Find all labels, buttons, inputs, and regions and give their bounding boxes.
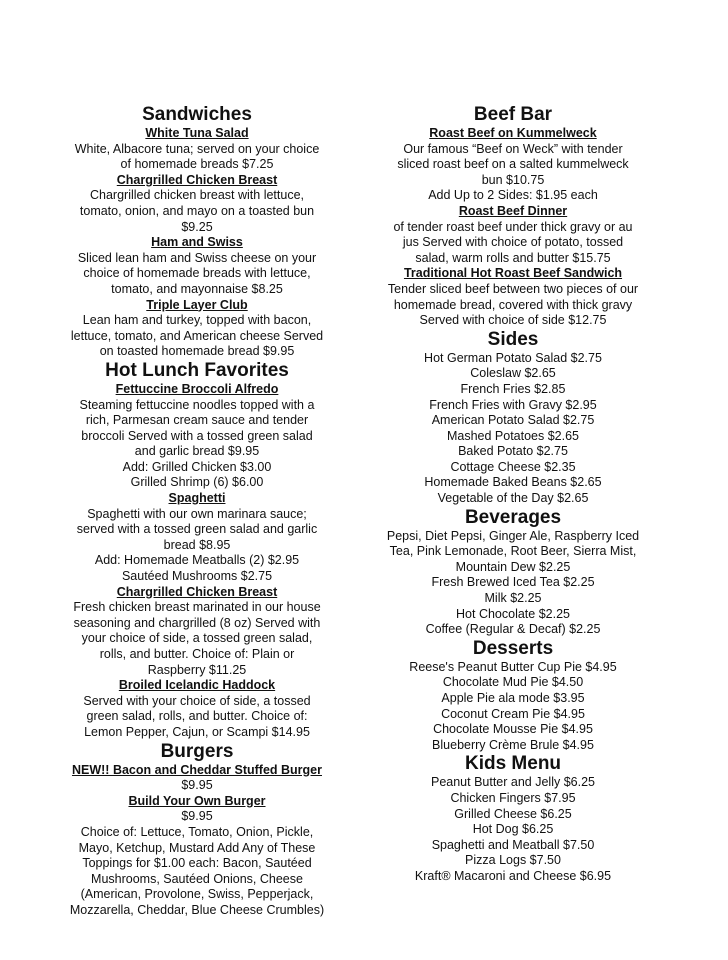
list-item: Reese's Peanut Butter Cup Pie $4.95	[409, 659, 617, 674]
list-item: Cottage Cheese $2.35	[450, 459, 576, 474]
item-description: sliced roast beef on a salted kummelweck	[397, 157, 629, 172]
item-addon: Add Up to 2 Sides: $1.95 each	[428, 188, 598, 203]
item-description: Lean ham and turkey, topped with bacon,	[82, 313, 312, 328]
beverages-section	[368, 507, 658, 638]
item-description: tomato, and mayonnaise $8.25	[111, 281, 283, 296]
item-name: Chargrilled Chicken Breast	[116, 172, 278, 187]
menu-item	[52, 763, 342, 794]
item-description: Toppings for $1.00 each: Bacon, Sautéed	[82, 856, 312, 871]
sides-section	[368, 329, 658, 507]
item-name: Build Your Own Burger	[128, 793, 266, 808]
right-column	[368, 104, 658, 885]
item-description: choice of homemade breads with lettuce,	[83, 266, 311, 281]
list-item: Coconut Cream Pie $4.95	[441, 706, 585, 721]
item-description: Fresh chicken breast marinated in our house	[73, 600, 321, 615]
list-item: Milk $2.25	[484, 591, 542, 606]
menu-item	[368, 204, 658, 266]
item-description: on toasted homemade bread $9.95	[99, 344, 295, 359]
list-item: Peanut Butter and Jelly $6.25	[430, 775, 595, 790]
item-description: White, Albacore tuna; served on your choice	[74, 141, 320, 156]
item-price: $9.95	[181, 809, 213, 824]
item-description: bread $8.95	[163, 537, 231, 552]
menu-item	[52, 585, 342, 679]
section-title-burgers: Burgers	[160, 740, 234, 762]
list-item: Coffee (Regular & Decaf) $2.25	[425, 622, 601, 637]
item-description: Spaghetti with our own marinara sauce;	[87, 506, 307, 521]
item-name: Broiled Icelandic Haddock	[118, 678, 276, 693]
item-description: of tender roast beef under thick gravy or au	[393, 219, 633, 234]
list-item: Mountain Dew $2.25	[455, 559, 571, 574]
menu-item	[368, 266, 658, 328]
list-item: Pepsi, Diet Pepsi, Ginger Ale, Raspberry Iced	[386, 528, 640, 543]
menu-item	[52, 678, 342, 740]
item-addon: Add: Homemade Meatballs (2) $2.95	[94, 553, 300, 568]
section-title-desserts: Desserts	[472, 637, 554, 659]
menu-item	[52, 382, 342, 491]
list-item: Blueberry Crème Brule $4.95	[432, 737, 594, 752]
item-addon: Sautéed Mushrooms $2.75	[121, 569, 273, 584]
kids-menu-section	[368, 753, 658, 884]
item-description: seasoning and chargrilled (8 oz) Served with	[73, 615, 321, 630]
list-item: Baked Potato $2.75	[458, 444, 568, 459]
list-item: Coleslaw $2.65	[470, 366, 556, 381]
hot-lunch-section	[52, 360, 342, 741]
item-description: bun $10.75	[481, 172, 545, 187]
item-name: NEW!! Bacon and Cheddar Stuffed Burger	[71, 762, 322, 777]
item-name: Roast Beef on Kummelweck	[429, 126, 597, 140]
sandwiches-section	[52, 104, 342, 360]
list-item: Tea, Pink Lemonade, Root Beer, Sierra Mist,	[389, 544, 637, 559]
item-description: of homemade breads $7.25	[120, 157, 274, 172]
menu-item	[52, 298, 342, 360]
list-item: Grilled Cheese $6.25	[454, 806, 572, 821]
item-description: Chargrilled chicken breast with lettuce,	[90, 188, 304, 203]
item-addon: Grilled Shrimp (6) $6.00	[130, 475, 264, 490]
item-description: and garlic bread $9.95	[134, 444, 260, 459]
burgers-section	[52, 741, 342, 919]
item-description: Served with your choice of side, a tossed	[83, 693, 311, 708]
item-name: Fettuccine Broccoli Alfredo	[115, 381, 279, 396]
item-description: Tender sliced beef between two pieces of our	[387, 281, 639, 296]
section-title-kids-menu: Kids Menu	[464, 753, 562, 775]
list-item: Vegetable of the Day $2.65	[437, 491, 589, 506]
item-description: Lemon Pepper, Cajun, or Scampi $14.95	[84, 724, 310, 739]
list-item: Pizza Logs $7.50	[465, 853, 561, 868]
item-description: lettuce, tomato, and American cheese Served	[70, 328, 324, 343]
item-description: Mayo, Ketchup, Mustard Add Any of These	[78, 840, 316, 855]
list-item: French Fries with Gravy $2.95	[429, 397, 597, 412]
list-item: Mashed Potatoes $2.65	[446, 428, 580, 443]
section-title-beverages: Beverages	[464, 506, 562, 528]
list-item: Hot Chocolate $2.25	[456, 606, 570, 621]
list-item: Chicken Fingers $7.95	[450, 790, 576, 805]
list-item: Fresh Brewed Iced Tea $2.25	[431, 575, 595, 590]
list-item: Homemade Baked Beans $2.65	[424, 475, 602, 490]
beef-bar-section	[368, 104, 658, 329]
item-description: Mozzarella, Cheddar, Blue Cheese Crumbles)	[69, 902, 325, 917]
item-name: Chargrilled Chicken Breast	[116, 584, 278, 599]
item-description: tomato, onion, and mayo on a toasted bun	[79, 203, 315, 218]
menu-item	[52, 173, 342, 235]
list-item: Hot Dog $6.25	[472, 822, 554, 837]
menu-item	[52, 126, 342, 173]
menu-item	[52, 491, 342, 585]
section-title-hot-lunch: Hot Lunch Favorites	[105, 359, 289, 381]
item-description: served with a tossed green salad and garlic	[76, 522, 318, 537]
item-price: $9.25	[181, 219, 213, 234]
menu-item	[368, 126, 658, 204]
item-description: Mushrooms, Sautéed Onions, Cheese	[91, 871, 303, 886]
menu-item	[52, 235, 342, 297]
item-addon: Add: Grilled Chicken $3.00	[122, 459, 272, 474]
item-description: Served with choice of side $12.75	[419, 313, 607, 328]
item-description: jus Served with choice of potato, tossed	[402, 235, 624, 250]
item-description: Choice of: Lettuce, Tomato, Onion, Pickle,	[80, 824, 314, 839]
item-description: your choice of side, a tossed green salad,	[81, 631, 313, 646]
list-item: American Potato Salad $2.75	[431, 413, 595, 428]
item-description: rich, Parmesan cream sauce and tender	[85, 413, 309, 428]
item-description: salad, warm rolls and butter $15.75	[415, 250, 611, 265]
section-title-sandwiches: Sandwiches	[142, 104, 252, 125]
list-item: Chocolate Mud Pie $4.50	[442, 675, 584, 690]
item-name: Spaghetti	[168, 491, 226, 506]
item-name: Roast Beef Dinner	[458, 203, 568, 218]
item-description: rolls, and butter. Choice of: Plain or	[99, 647, 295, 661]
menu-item	[52, 794, 342, 919]
item-description: (American, Provolone, Swiss, Pepperjack,	[80, 887, 314, 902]
item-description: homemade bread, covered with thick gravy	[393, 297, 633, 312]
item-name: Ham and Swiss	[151, 235, 243, 250]
list-item: Kraft® Macaroni and Cheese $6.95	[414, 868, 612, 883]
list-item: Spaghetti and Meatball $7.50	[431, 837, 595, 852]
item-description: Steaming fettuccine noodles topped with a	[79, 397, 315, 412]
section-title-beef-bar: Beef Bar	[473, 104, 553, 125]
item-name: White Tuna Salad	[145, 126, 249, 140]
left-column	[52, 104, 342, 919]
item-name: Traditional Hot Roast Beef Sandwich	[403, 266, 623, 281]
desserts-section	[368, 638, 658, 754]
list-item: Apple Pie ala mode $3.95	[441, 691, 585, 705]
item-description: Our famous “Beef on Weck” with tender	[403, 141, 623, 156]
item-name: Triple Layer Club	[146, 297, 248, 312]
item-description: green salad, rolls, and butter. Choice of:	[86, 709, 308, 724]
list-item: Chocolate Mousse Pie $4.95	[433, 722, 593, 737]
item-price: $9.95	[181, 778, 213, 793]
item-description: Sliced lean ham and Swiss cheese on your	[77, 250, 317, 265]
list-item: French Fries $2.85	[460, 381, 566, 396]
item-description: broccoli Served with a tossed green salad	[81, 428, 313, 443]
list-item: Hot German Potato Salad $2.75	[424, 350, 602, 365]
section-title-sides: Sides	[487, 328, 539, 350]
item-description: Raspberry $11.25	[147, 662, 247, 677]
